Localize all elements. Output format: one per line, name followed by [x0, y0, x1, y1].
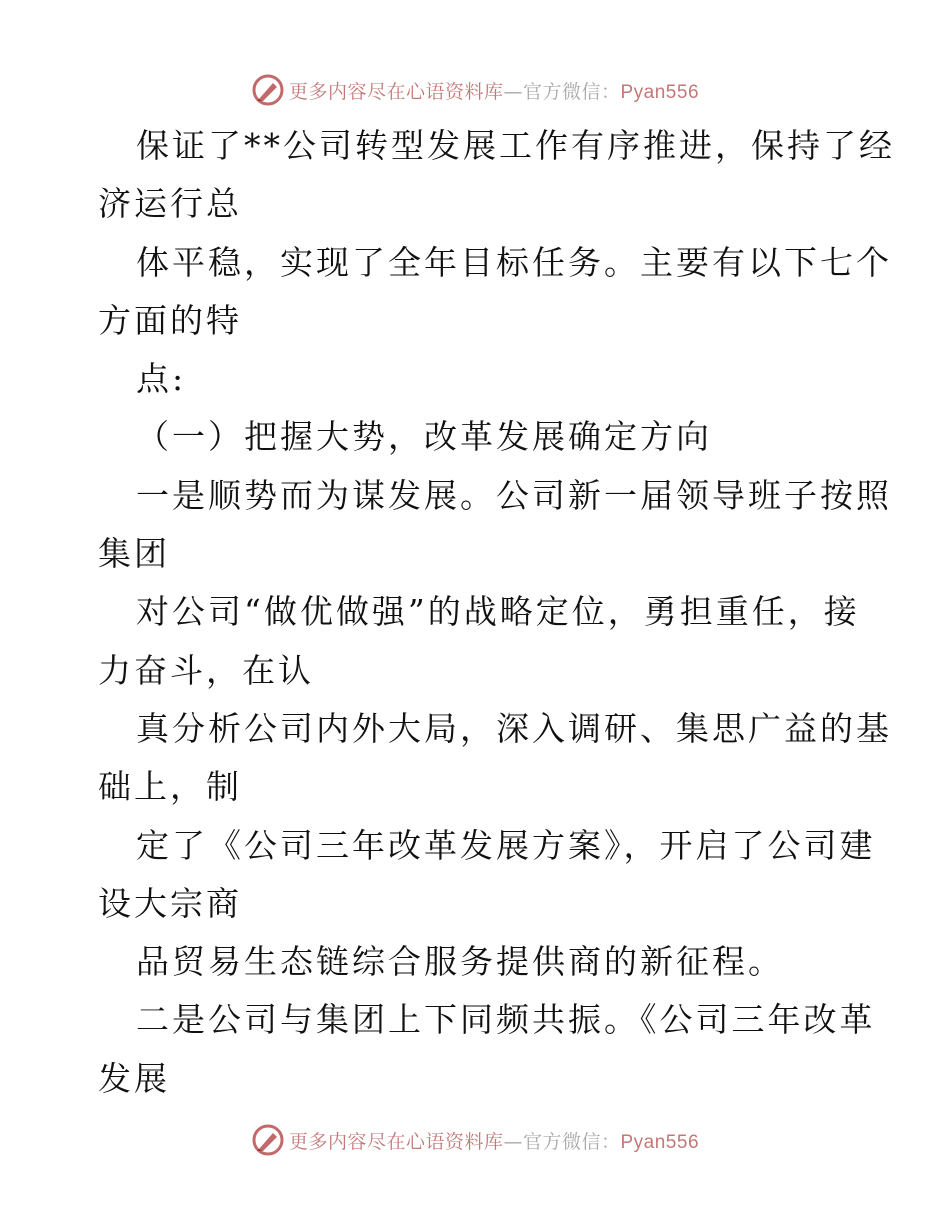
text-line: 对公司“做优做强”的战略定位，勇担重任，接	[136, 592, 860, 632]
text-line: （一）把握大势，改革发展确定方向	[136, 417, 712, 457]
text-line: 础上，制	[98, 767, 242, 807]
pen-logo-icon	[251, 1123, 285, 1157]
pen-logo-icon	[251, 73, 285, 107]
text-line: 济运行总	[98, 184, 242, 224]
text-line: 设大宗商	[98, 883, 242, 923]
text-line: 集团	[98, 534, 170, 574]
text-line: 力奋斗，在认	[98, 650, 314, 690]
text-line: 一是顺势而为谋发展。公司新一届领导班子按照	[136, 475, 892, 515]
text-line: 发展	[98, 1058, 170, 1098]
text-line: 保证了**公司转型发展工作有序推进，保持了经	[136, 126, 895, 165]
text-line: 真分析公司内外大局，深入调研、集思广益的基	[136, 708, 892, 748]
watermark-text: 更多内容尽在心语资料库—官方微信：Pyan556	[288, 80, 700, 103]
text-line: 体平稳，实现了全年目标任务。主要有以下七个	[136, 242, 892, 282]
text-line: 二是公司与集团上下同频共振。《公司三年改革	[136, 1000, 876, 1040]
text-line: 定了《公司三年改革发展方案》，开启了公司建	[136, 825, 876, 865]
text-line: 点:	[136, 359, 187, 399]
footer-watermark	[0, 1120, 950, 1160]
text-line: 品贸易生态链综合服务提供商的新征程。	[136, 942, 784, 982]
watermark-text: 更多内容尽在心语资料库—官方微信：Pyan556	[288, 1130, 700, 1153]
text-line: 方面的特	[98, 300, 242, 340]
document-body	[98, 117, 895, 1108]
header-watermark	[0, 70, 950, 110]
